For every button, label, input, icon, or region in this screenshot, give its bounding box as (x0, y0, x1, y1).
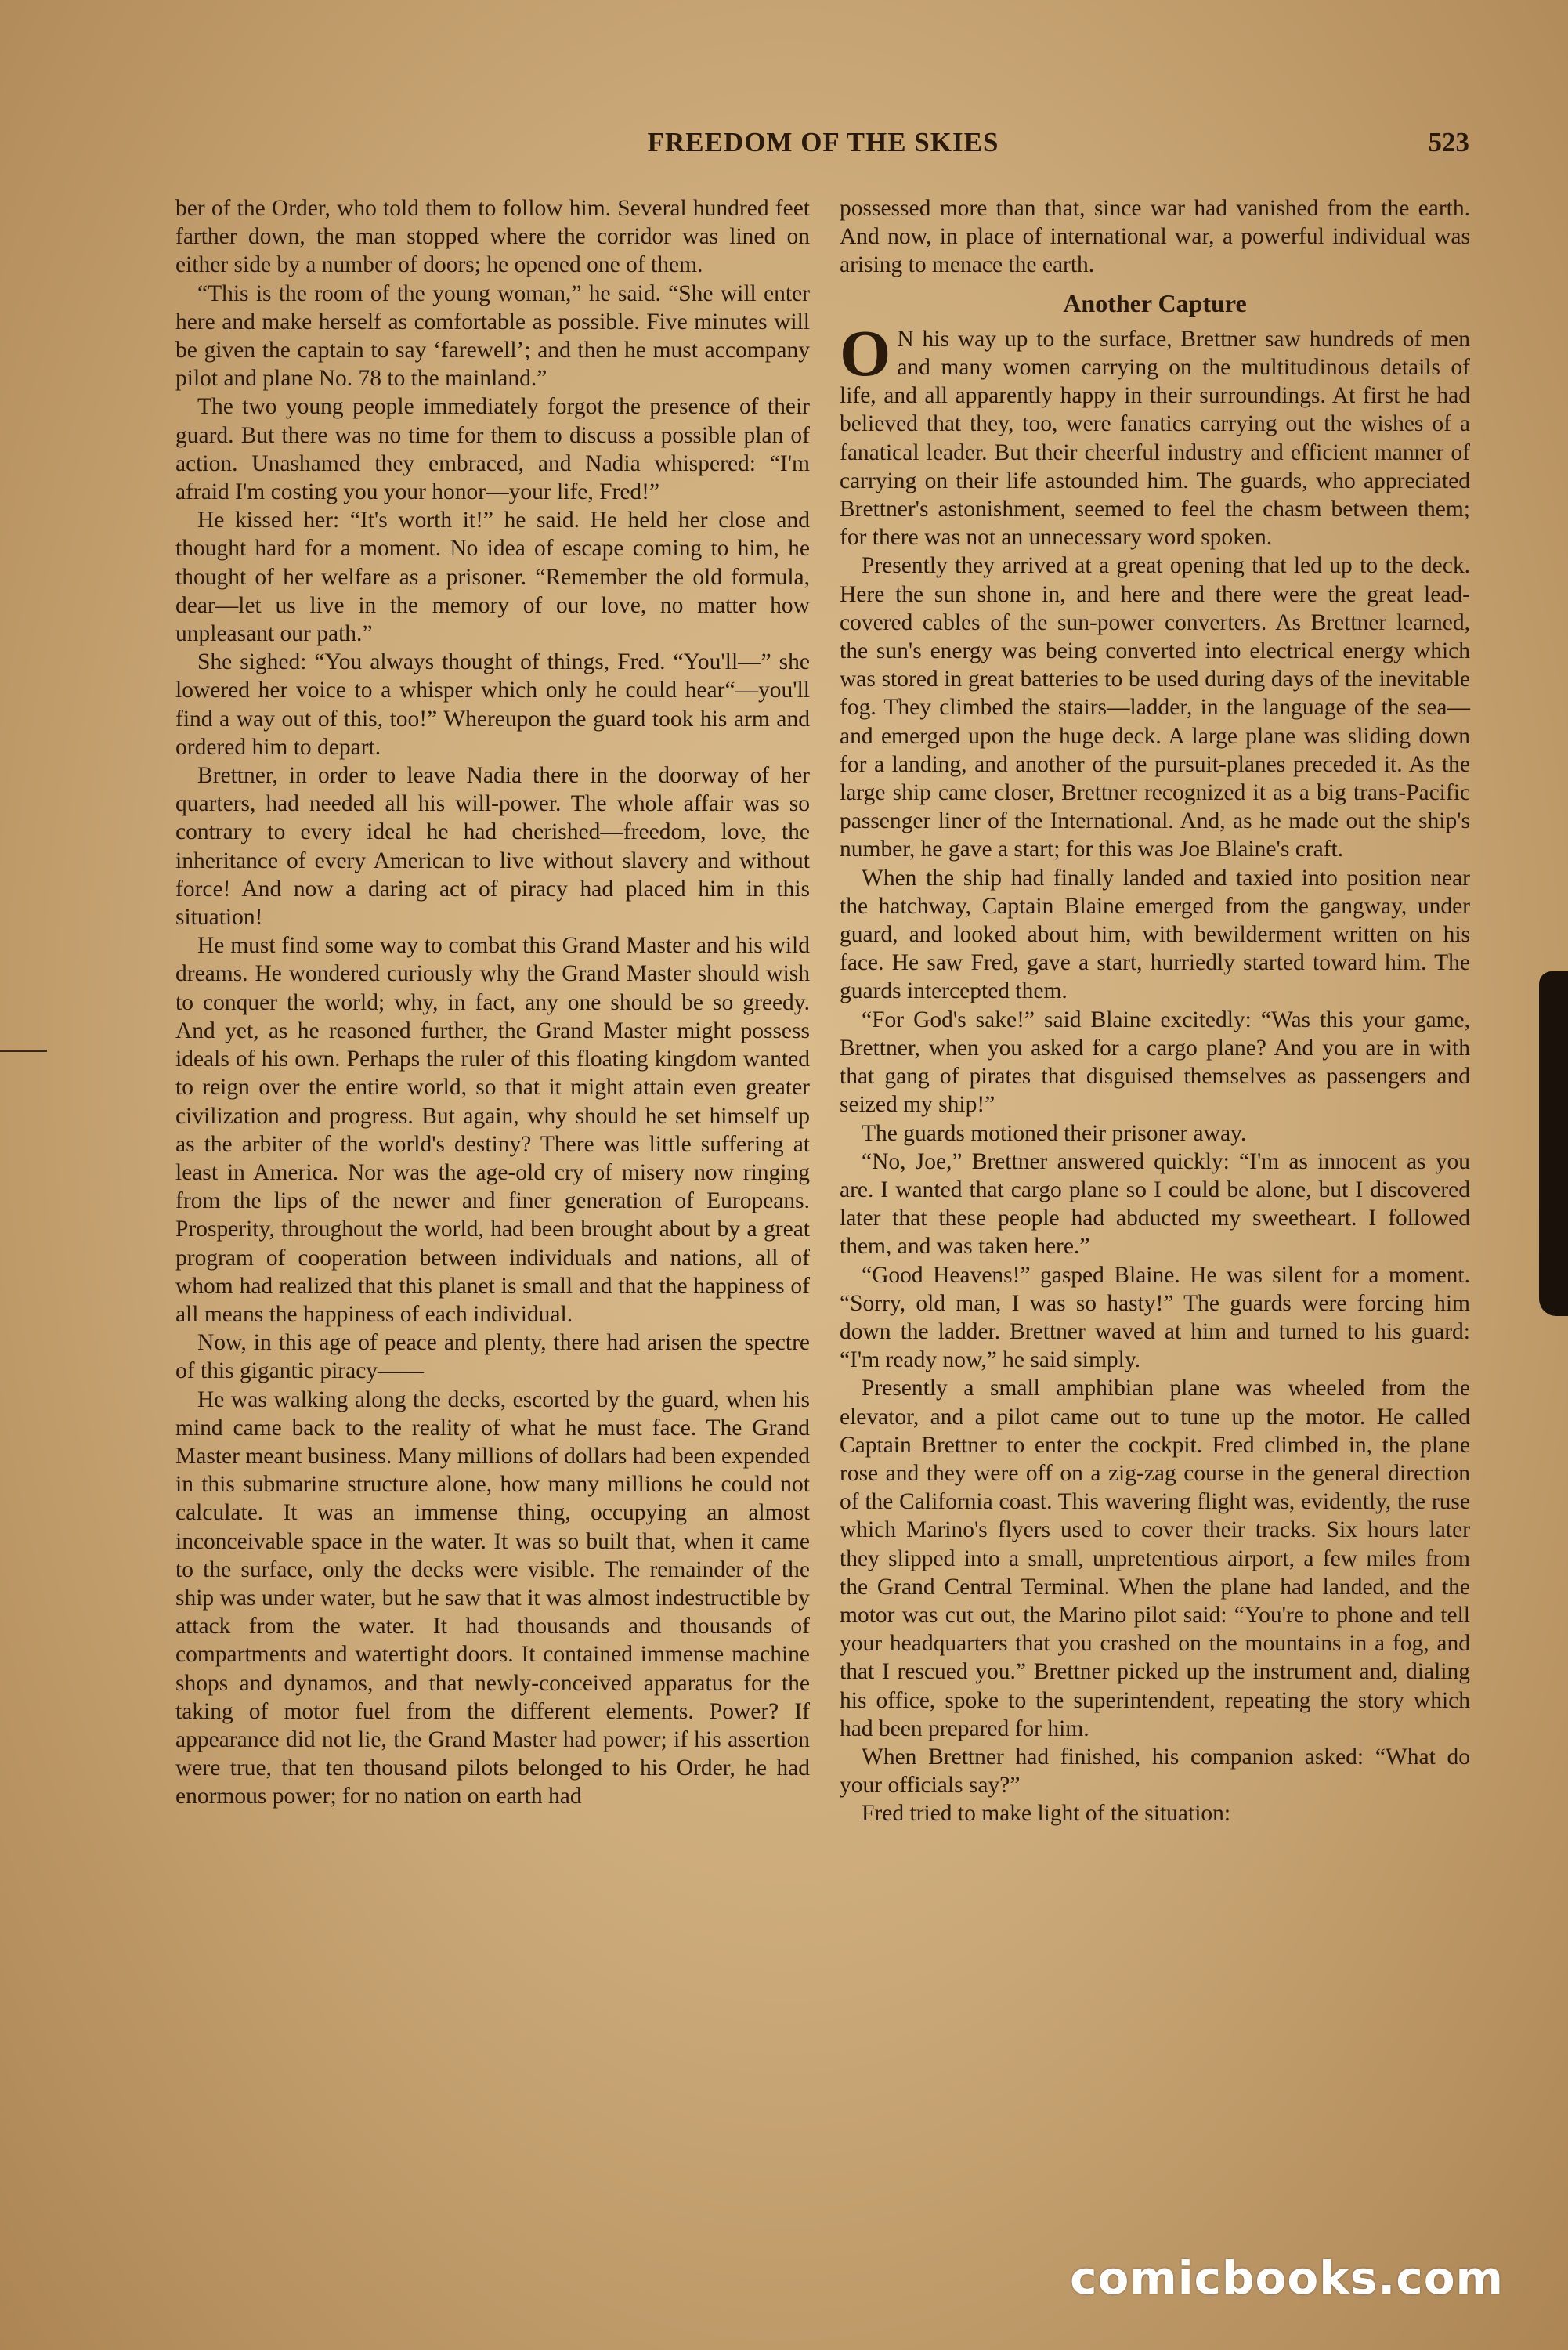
left-column (175, 194, 810, 1811)
paragraph: He kissed her: “It's worth it!” he said. He held her close and thought hard for a moment. No idea of escape coming to him, he thought of her welfare as a prisoner. “Remember the old formula, dear—let us live in the memory of our love, no matter how unpleasant our path.” (175, 508, 810, 647)
right-column (840, 194, 1470, 1828)
paragraph: Now, in this age of peace and plenty, there had arisen the spectre of this gigantic piracy—— (175, 1330, 810, 1384)
paragraph: Presently they arrived at a great opening that led up to the deck. Here the sun shone in, and here and there were the great lead-covered cables of the sun-power converters. As Brettner learned, the sun's energy was being converted into electrical energy which was stored in great batteries to be used during days of the inevitable fog. They climbed the stairs—ladder, in the language of the sea—and emerged upon the huge deck. A large plane was sliding down for a landing, and another of the pursuit-planes preceded it. As the large ship came closer, Brettner recognized it as a big trans-Pacific passenger liner of the International. And, as he made out the ship's number, he gave a start; for this was Joe Blaine's craft. (840, 553, 1470, 862)
paragraph-text: N his way up to the surface, Brettner saw hundreds of men and many women carrying on the multitudinous details of life, and all apparently happy in their surroundings. At first he had believed that they, too, were fanatics carrying out the wishes of a fanatical leader. But their cheerful industry and efficient manner of carrying on their life astounded him. The guards, who appreciated Brettner's astonishment, seemed to feel the chasm between them; for there was not an unnecessary word spoken. (840, 326, 1470, 551)
watermark: comicbooks.com (1070, 2251, 1504, 2305)
page-header (177, 124, 1469, 163)
drop-cap: O (840, 316, 891, 390)
paragraph: “This is the room of the young woman,” he said. “She will enter here and make herself as comfortable as possible. Five minutes will be given the captain to say ‘farewell’; and then he must accompany pilot and plane No. 78 to the mainland.” (175, 280, 810, 392)
binding-mark (0, 1050, 47, 1052)
paragraph: When Brettner had finished, his companion asked: “What do your officials say?” (840, 1744, 1470, 1799)
paragraph: “For God's sake!” said Blaine excitedly: “Was this your game, Brettner, when you asked for a cargo plane? And you are in with that gang of pirates that disguised themselves as passengers and seized my ship!” (840, 1007, 1470, 1118)
running-title: FREEDOM OF THE SKIES (647, 127, 999, 157)
paragraph: “No, Joe,” Brettner answered quickly: “I'm as innocent as you are. I wanted that cargo plane so I could be alone, but I discovered later that these people had abducted my sweetheart. I followed them, and was taken here.” (840, 1148, 1470, 1260)
paragraph: Brettner, in order to leave Nadia there in the doorway of her quarters, had needed all his will-power. The whole affair was so contrary to every ideal he had cherished—freedom, love, the inheritance of every American to live without slavery and without force! And now a daring act of piracy had placed him in this situation! (175, 763, 810, 931)
page-number: 523 (1428, 127, 1469, 157)
paragraph: “Good Heavens!” gasped Blaine. He was silent for a moment. “Sorry, old man, I was so hasty!” The guards were forcing him down the ladder. Brettner waved at him and turned to his guard: “I'm ready now,” he said simply. (840, 1262, 1470, 1373)
paragraph: Presently a small amphibian plane was wheeled from the elevator, and a pilot came out to tune up the motor. He called Captain Brettner to enter the cockpit. Fred climbed in, the plane rose and they were off on a zig-zag course in the general direction of the California coast. This wavering flight was, evidently, the ruse which Marino's flyers used to cover their tracks. Six hours later they slipped into a small, unpretentious airport, a few miles from the Grand Central Terminal. When the plane had landed, and the motor was cut out, the Marino pilot said: “You're to phone and tell your headquarters that you crashed on the mountains in a fog, and that I rescued you.” Brettner picked up the instrument and, dialing his office, spoke to the superintendent, repeating the story which had been prepared for him. (840, 1376, 1470, 1741)
paragraph: ber of the Order, who told them to follow him. Several hundred feet farther down, the man stopped where the corridor was lined on either side by a number of doors; he opened one of them. (175, 196, 810, 278)
section-heading: Another Capture (1063, 288, 1247, 317)
paragraph (840, 316, 1470, 552)
paragraph: He was walking along the decks, escorted by the guard, when his mind came back to the reality of what he must face. The Grand Master meant business. Many millions of dollars had been expended in this submarine structure alone, how many millions he could not calculate. It was an immense thing, occupying an almost inconceivable space in the water. It was so built that, when it came to the surface, only the decks were visible. The remainder of the ship was under water, but he saw that it was almost indestructible by attack from the water. It had thousands and thousands of compartments and watertight doors. It contained immense machine shops and dynamos, and that newly-conceived apparatus for the taking of motor fuel from the different elements. Power? If appearance did not lie, the Grand Master had power; if his assertion were true, that ten thousand pilots belonged to his Order, he had enormous power; for no nation on earth had (175, 1386, 810, 1810)
page-tear-damage (1539, 971, 1568, 1316)
paragraph: She sighed: “You always thought of things, Fred. “You'll—” she lowered her voice to a whisper which only he could hear“—you'll find a way out of this, too!” Whereupon the guard took his arm and ordered him to depart. (175, 649, 810, 760)
paragraph: possessed more than that, since war had vanished from the earth. And now, in place of international war, a powerful individual was arising to menace the earth. (840, 196, 1470, 278)
paragraph: The two young people immediately forgot the presence of their guard. But there was no time for them to discuss a possible plan of action. Unashamed they embraced, and Nadia whispered: “I'm afraid I'm costing you your honor—your life, Fred!” (175, 394, 810, 505)
paragraph: When the ship had finally landed and taxied into position near the hatchway, Captain Blaine emerged from the gangway, under guard, and looked about him, with bewilderment written on his face. He saw Fred, gave a start, hurriedly started toward him. The guards intercepted them. (840, 865, 1470, 1004)
paragraph: Fred tried to make light of the situation: (862, 1801, 1231, 1827)
paragraph: The guards motioned their prisoner away. (862, 1120, 1247, 1146)
paragraph: He must find some way to combat this Grand Master and his wild dreams. He wondered curiously why the Grand Master should wish to conquer the world; why, in fact, any one should be so greedy. And yet, as he reasoned further, the Grand Master might possess ideals of his own. Perhaps the ruler of this floating kingdom wanted to reign over the entire world, so that it might attain even greater civilization and progress. But again, why should he set himself up as the arbiter of the world's destiny? There was little suffering at least in America. Nor was the age-old cry of misery now ringing from the lips of the newer and finer generation of Europeans. Prosperity, throughout the world, had been brought about by a great program of cooperation between individuals and nations, all of whom had realized that this planet is small and that the happiness of all means the happiness of each individual. (175, 933, 810, 1327)
